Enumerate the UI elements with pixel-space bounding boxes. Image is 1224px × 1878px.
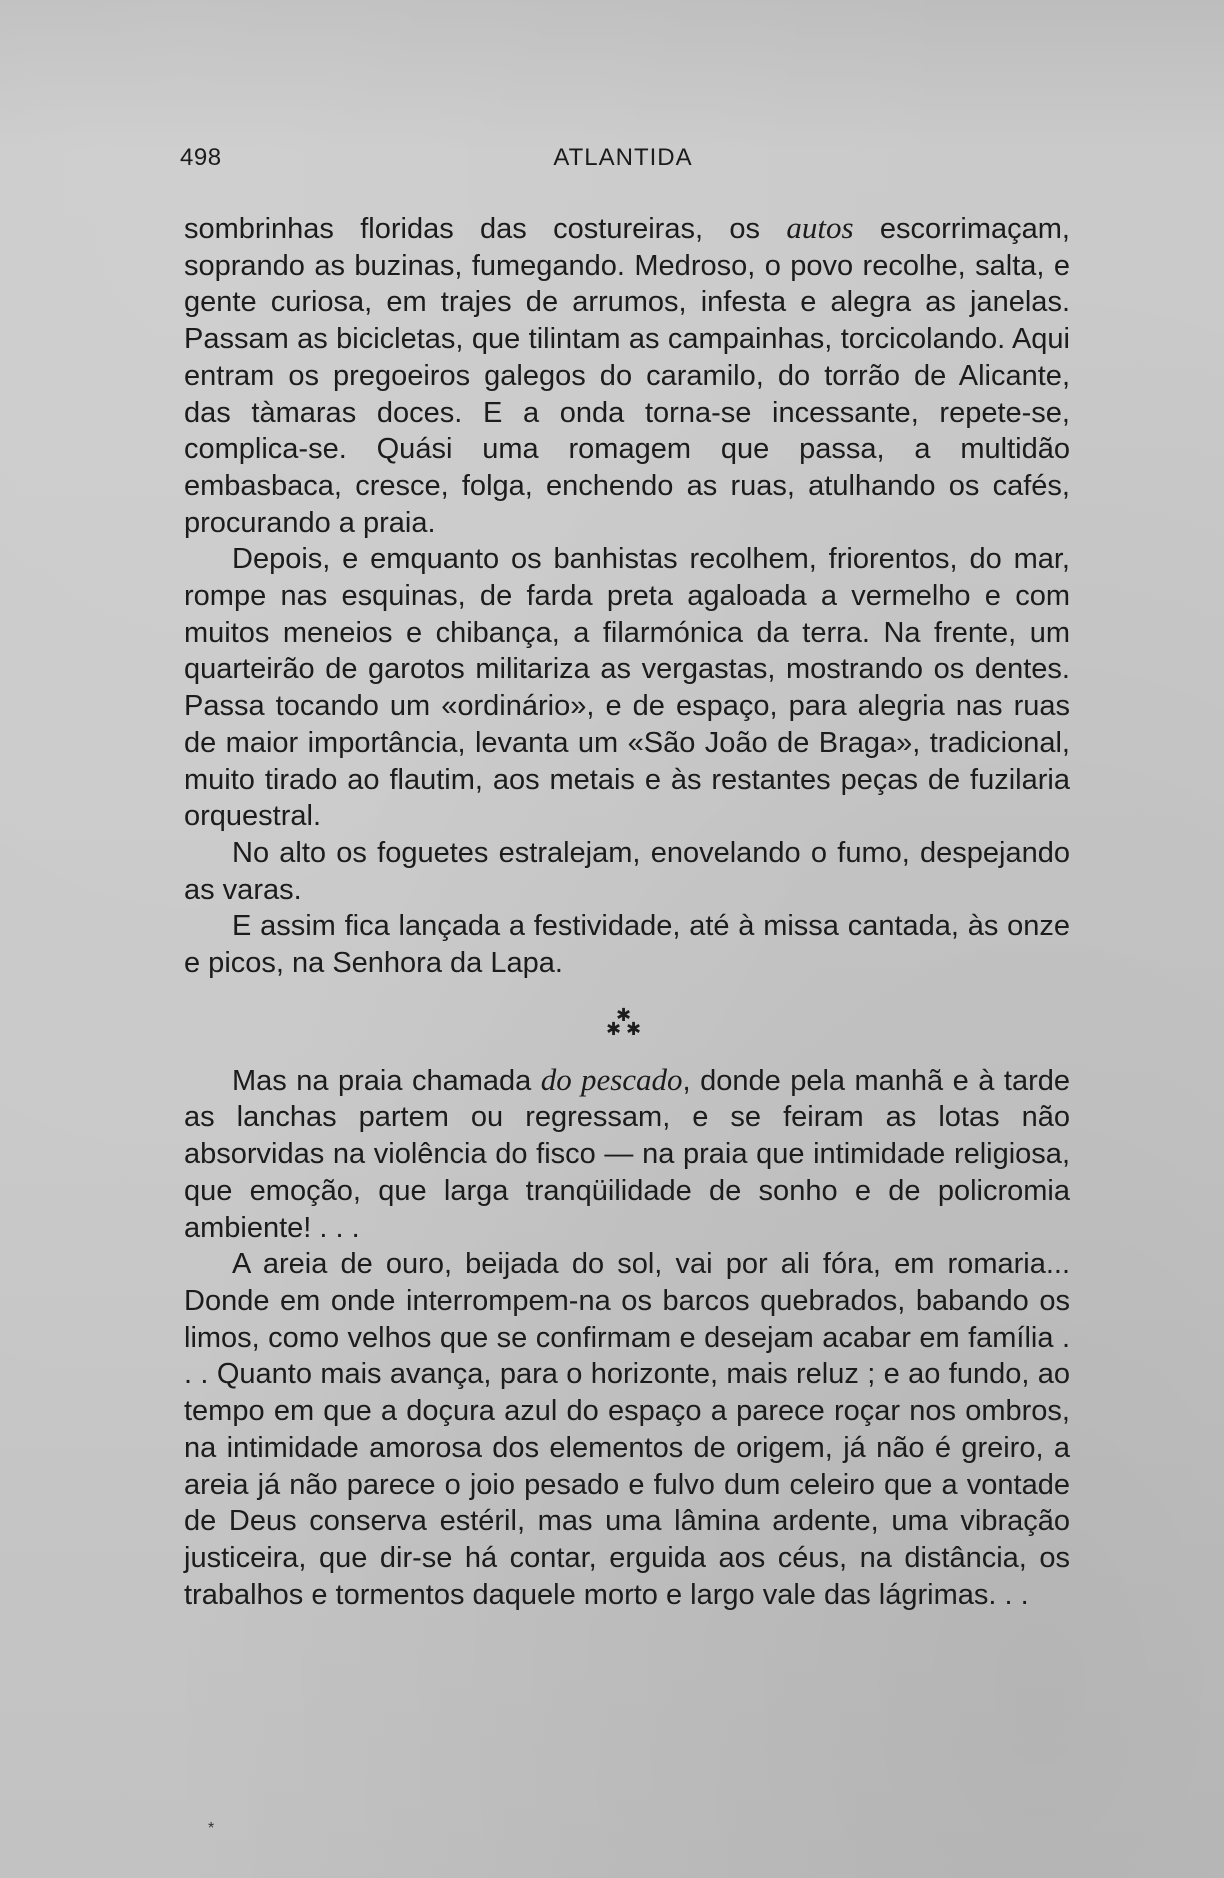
section-separator <box>184 986 1070 1056</box>
separator-star-top: ✱ <box>616 1004 632 1025</box>
running-title: ATLANTIDA <box>553 144 693 171</box>
paragraph-1 <box>184 210 1070 541</box>
paragraph-1-text-b: escorrimaçam, soprando as buzinas, fumegando. Medroso, o povo recolhe, salta, e gente curiosa, em trajes de arrumos, infesta e alegra as janelas. Passam as bicicletas, que tilintam as campainhas, torcicolando. Aqui entram os pregoeiros galegos do caramilo, do torrão de Alicante, das tàmaras doces. E a onda torna-se incessante, repete-se, complica-se. Quási uma romagem que passa, a multidão embasbaca, cresce, folga, enchendo as ruas, atulhando os cafés, procurando a praia. <box>184 213 1070 539</box>
body-text <box>184 210 1070 1613</box>
paragraph-5-italic: do pescado <box>540 1061 683 1097</box>
paragraph-6-text: A areia de ouro, beijada do sol, vai por ali fóra, em romaria... Donde em onde interrompem-na os barcos quebrados, babando os limos, como velhos que se confirmam e desejam acabar em família . . . Quanto mais avança, para o horizonte, mais reluz ; e ao fundo, ao tempo em que a doçura azul do espaço a parece roçar nos ombros, na intimidade amorosa dos elementos de origem, já não é greiro, a areia já não parece o joio pesado e fulvo dum celeiro que a vontade de Deus conserva estéril, mas uma lâmina ardente, uma vibração justiceira, que dir-se há contar, erguida aos céus, na distância, os trabalhos e tormentos daquele morto e largo vale das lágrimas. . . <box>184 1248 1070 1611</box>
paragraph-3-text: No alto os foguetes estralejam, enovelando o fumo, despejando as varas. <box>184 836 1070 906</box>
separator-star-right: ✱ <box>626 1018 642 1039</box>
paragraph-5-text-b: , donde pela manhã e à tarde as lanchas partem ou regressam, e se feiram as lotas não absorvidas na violência do fisco — na praia que intimidade religiosa, que emoção, que larga tranqüilidade de sonho e de policromia ambiente! . . . <box>184 1064 1070 1244</box>
separator-star-left: ✱ <box>606 1018 622 1039</box>
paragraph-5 <box>184 1062 1070 1247</box>
paragraph-2-text: Depois, e emquanto os banhistas recolhem, friorentos, do mar, rompe nas esquinas, de farda preta agaloada a vermelho e com muitos meneios e chibança, a filarmónica da terra. Na frente, um quarteirão de garotos militariza as vergastas, mostrando os dentes. Passa tocando um «ordinário», e de espaço, para alegria nas ruas de maior importância, levanta um «São João de Braga», tradicional, muito tirado ao flautim, aos metais e às restantes peças de fuzilaria orquestral. <box>184 543 1070 833</box>
footer-mark: * <box>208 1820 215 1837</box>
paragraph-3 <box>184 835 1070 908</box>
page-number: 498 <box>180 144 222 171</box>
paragraph-1-italic: autos <box>786 210 854 245</box>
paragraph-1-text-a: sombrinhas floridas das costureiras, os <box>184 213 787 245</box>
paragraph-2 <box>184 541 1070 835</box>
paragraph-6 <box>184 1246 1070 1613</box>
paragraph-4-text: E assim fica lançada a festividade, até à missa cantada, às onze e picos, na Senhora da Lapa. <box>184 910 1070 980</box>
paragraph-5-text-a: Mas na praia chamada <box>232 1064 541 1097</box>
page-header <box>180 140 1066 180</box>
paragraph-4 <box>184 908 1070 981</box>
